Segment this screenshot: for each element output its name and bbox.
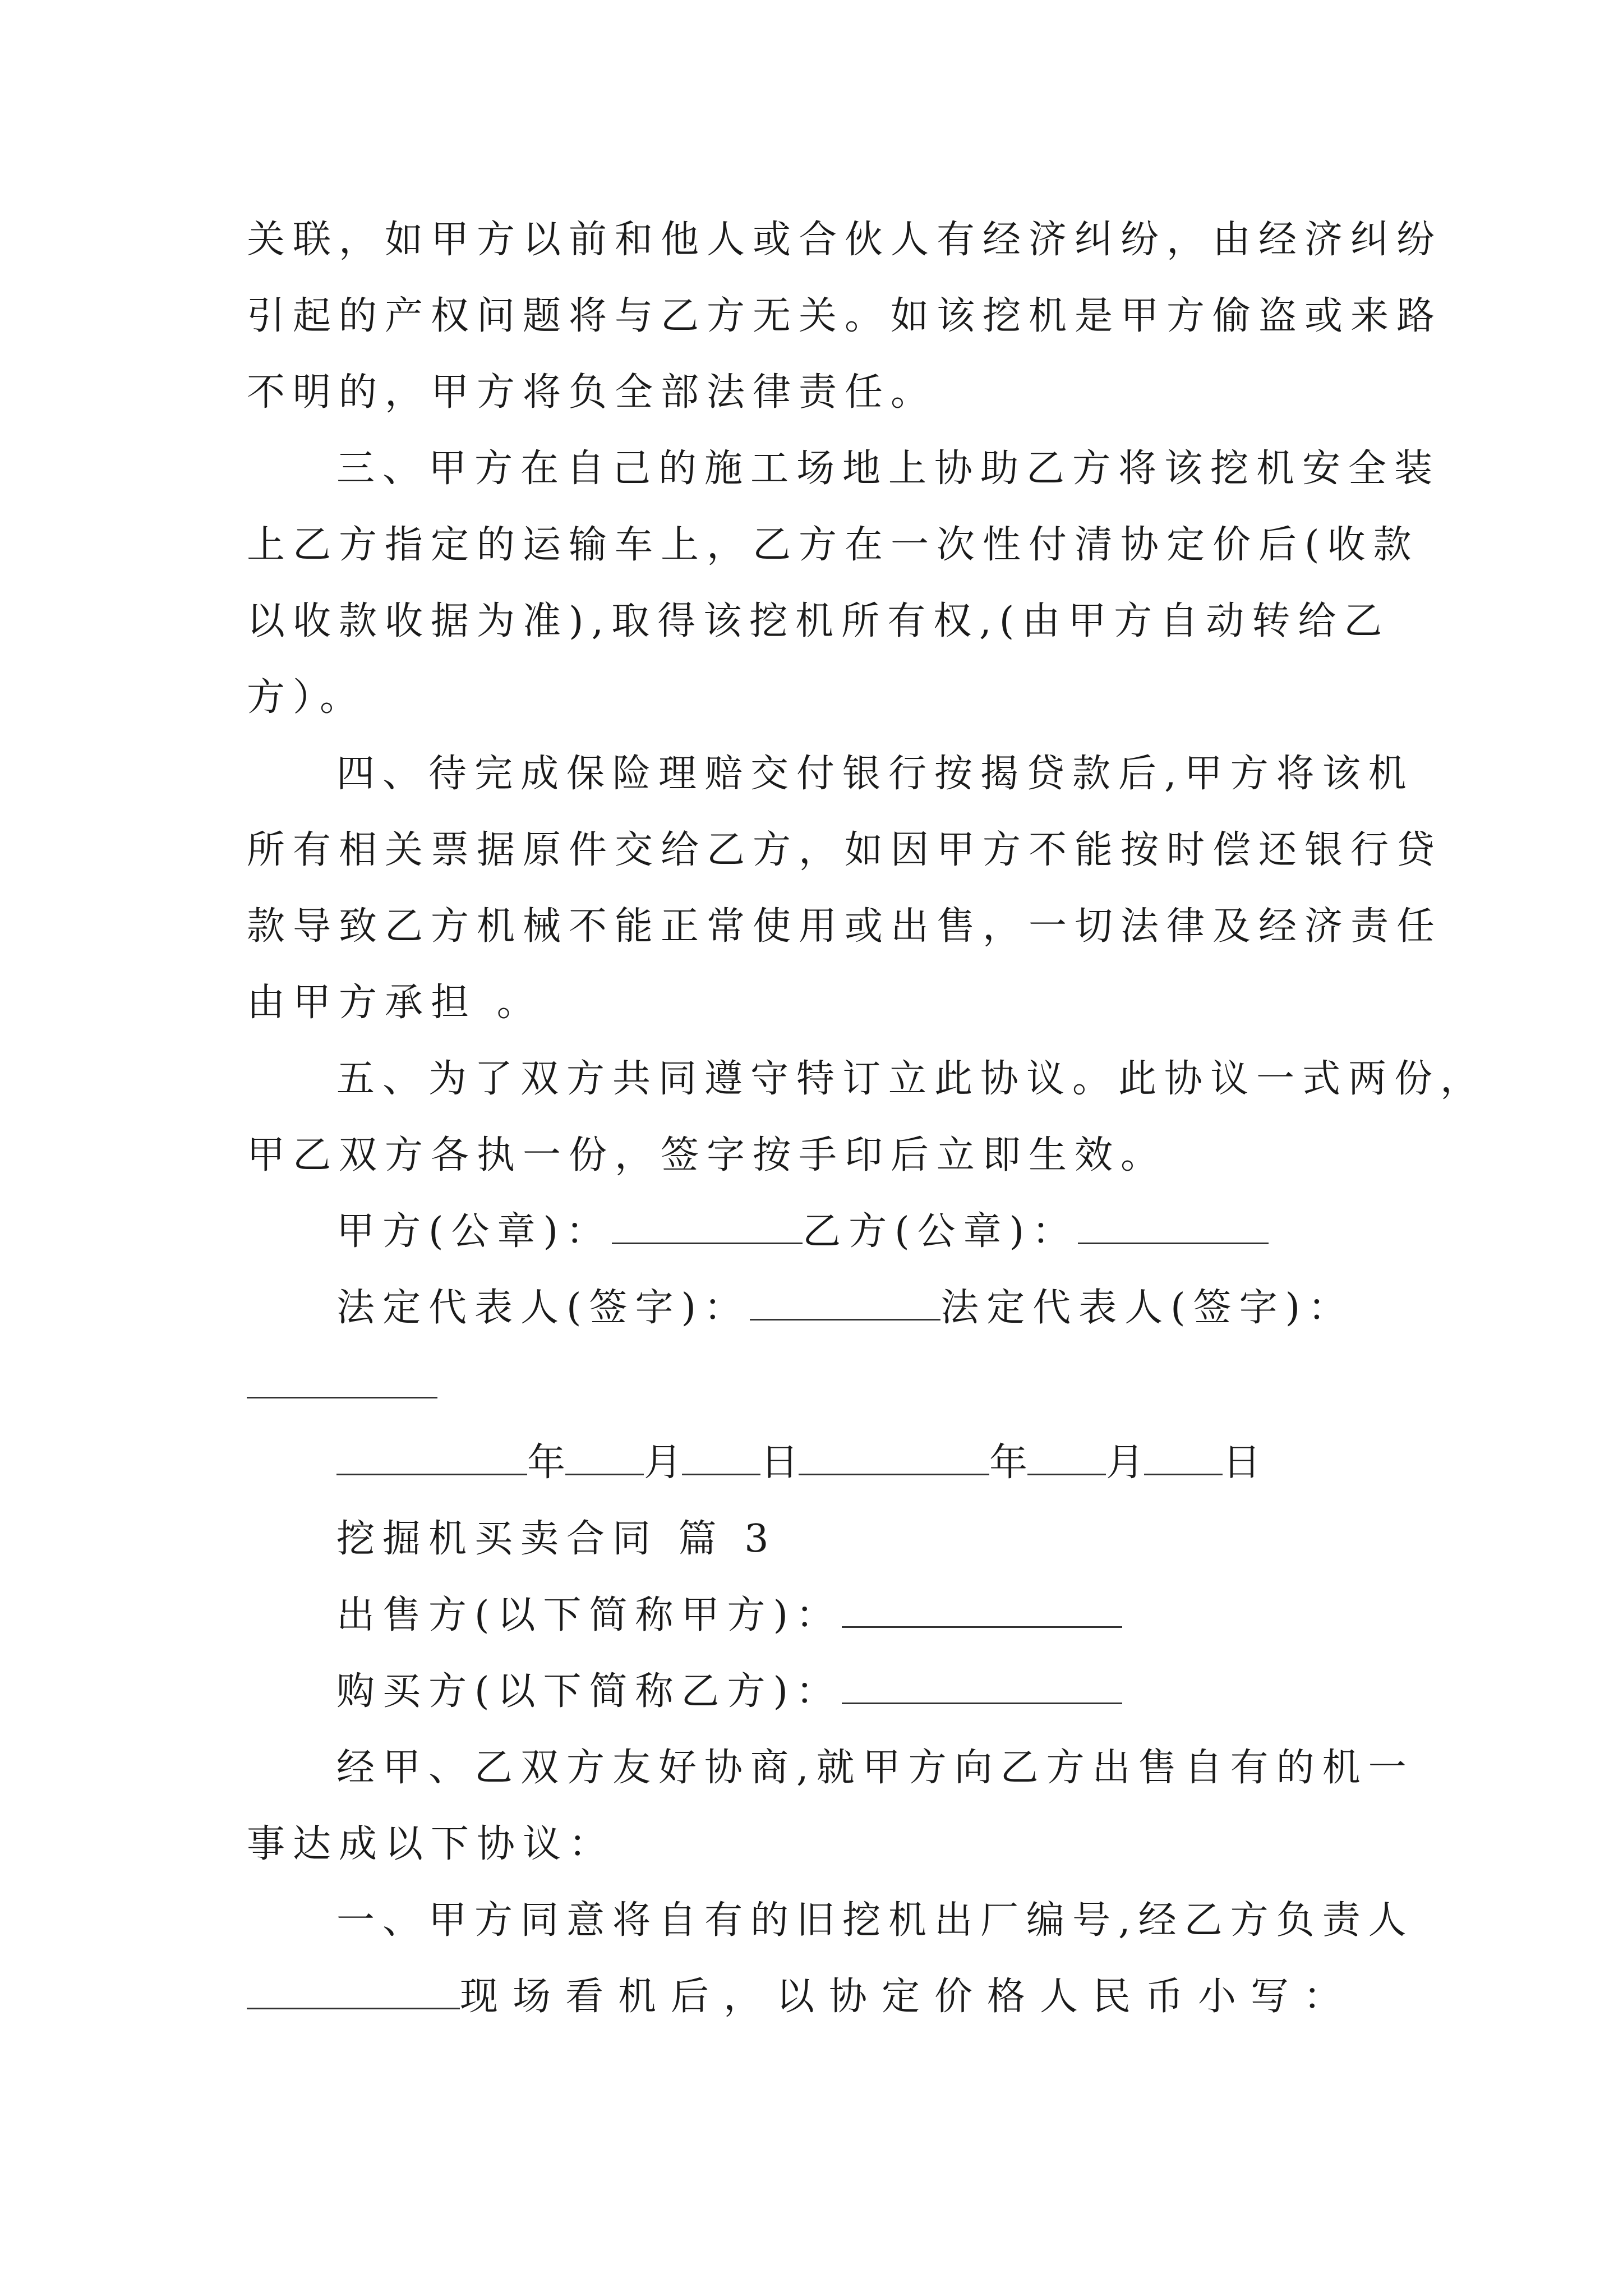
text-line: 上乙方指定的运输车上，乙方在一次性付清协定价后(收款	[247, 523, 1419, 567]
seller-line	[247, 1577, 1385, 1654]
month-a-label: 月	[644, 1441, 683, 1485]
paragraph-continuation	[247, 202, 1443, 431]
party-b-seal-label: 乙方(公章)：	[803, 1209, 1078, 1254]
rep-b-blank[interactable]	[247, 1369, 437, 1398]
seal-line	[247, 1194, 1385, 1270]
section-three	[247, 1501, 1414, 2035]
year-b-blank[interactable]	[799, 1446, 989, 1475]
day-b-label: 日	[1223, 1441, 1261, 1485]
day-a-blank[interactable]	[682, 1446, 760, 1475]
month-b-label: 月	[1106, 1441, 1145, 1485]
representative-line	[247, 1270, 1385, 1346]
day-a-label: 日	[760, 1441, 799, 1485]
clause-one-line-2	[247, 1959, 1385, 2035]
responsible-person-blank[interactable]	[247, 1980, 460, 2009]
date-line	[247, 1425, 1385, 1501]
buyer-line	[247, 1654, 1385, 1730]
party-b-seal-blank[interactable]	[1078, 1214, 1269, 1244]
rep-a-label: 法定代表人(签字)：	[336, 1286, 750, 1330]
seller-label: 出售方(以下简称甲方)：	[336, 1593, 842, 1637]
month-b-blank[interactable]	[1027, 1446, 1106, 1475]
text-line: 引起的产权问题将与乙方无关。如该挖机是甲方偷盗或来路	[247, 294, 1443, 338]
rep-b-blank-line	[247, 1346, 1385, 1425]
document-page	[247, 202, 1487, 2035]
party-a-seal-blank[interactable]	[612, 1214, 803, 1244]
day-b-blank[interactable]	[1144, 1446, 1223, 1475]
rep-a-blank[interactable]	[750, 1291, 940, 1320]
text-line: 经甲、乙双方友好协商,就甲方向乙方出售自有的机一	[336, 1746, 1414, 1790]
rep-b-label: 法定代表人(签字)：	[940, 1286, 1354, 1330]
clause-one-text: 现场看机后，以协定价格人民币小写：	[460, 1975, 1357, 2019]
month-a-blank[interactable]	[565, 1446, 644, 1475]
year-a-label: 年	[527, 1441, 566, 1485]
text-line: 四、待完成保险理赔交付银行按揭贷款后,甲方将该机	[336, 752, 1414, 796]
signature-block	[247, 1194, 1385, 1501]
text-line: 事达成以下协议：	[247, 1822, 615, 1866]
text-line: 五、为了双方共同遵守特订立此协议。此协议一式两份，	[336, 1057, 1487, 1101]
clause-four	[247, 736, 1443, 1041]
buyer-label: 购买方(以下简称乙方)：	[336, 1669, 842, 1714]
text-line: 款导致乙方机械不能正常使用或出售，一切法律及经济责任	[247, 904, 1443, 949]
year-b-label: 年	[989, 1441, 1028, 1485]
section-title: 挖掘机买卖合同 篇 3	[336, 1517, 777, 1561]
clause-three	[247, 431, 1441, 736]
text-line: 三、甲方在自己的施工场地上协助乙方将该挖机安全装	[336, 447, 1441, 491]
text-line: 由甲方承担 。	[247, 981, 543, 1025]
clause-one-line: 一、甲方同意将自有的旧挖机出厂编号,经乙方负责人	[336, 1898, 1414, 1943]
text-line: 以收款收据为准),取得该挖机所有权,(由甲方自动转给乙	[247, 599, 1390, 643]
text-line: 关联，如甲方以前和他人或合伙人有经济纠纷，由经济纠纷	[247, 218, 1443, 262]
party-a-seal-label: 甲方(公章)：	[336, 1209, 612, 1254]
clause-five	[247, 1041, 1487, 1194]
text-line: 方）。	[247, 675, 366, 720]
seller-blank[interactable]	[842, 1598, 1122, 1628]
text-line: 甲乙双方各执一份，签字按手印后立即生效。	[247, 1133, 1167, 1177]
year-a-blank[interactable]	[336, 1446, 527, 1475]
text-line: 所有相关票据原件交给乙方，如因甲方不能按时偿还银行贷	[247, 828, 1443, 872]
buyer-blank[interactable]	[842, 1674, 1122, 1704]
text-line: 不明的，甲方将负全部法律责任。	[247, 370, 937, 415]
